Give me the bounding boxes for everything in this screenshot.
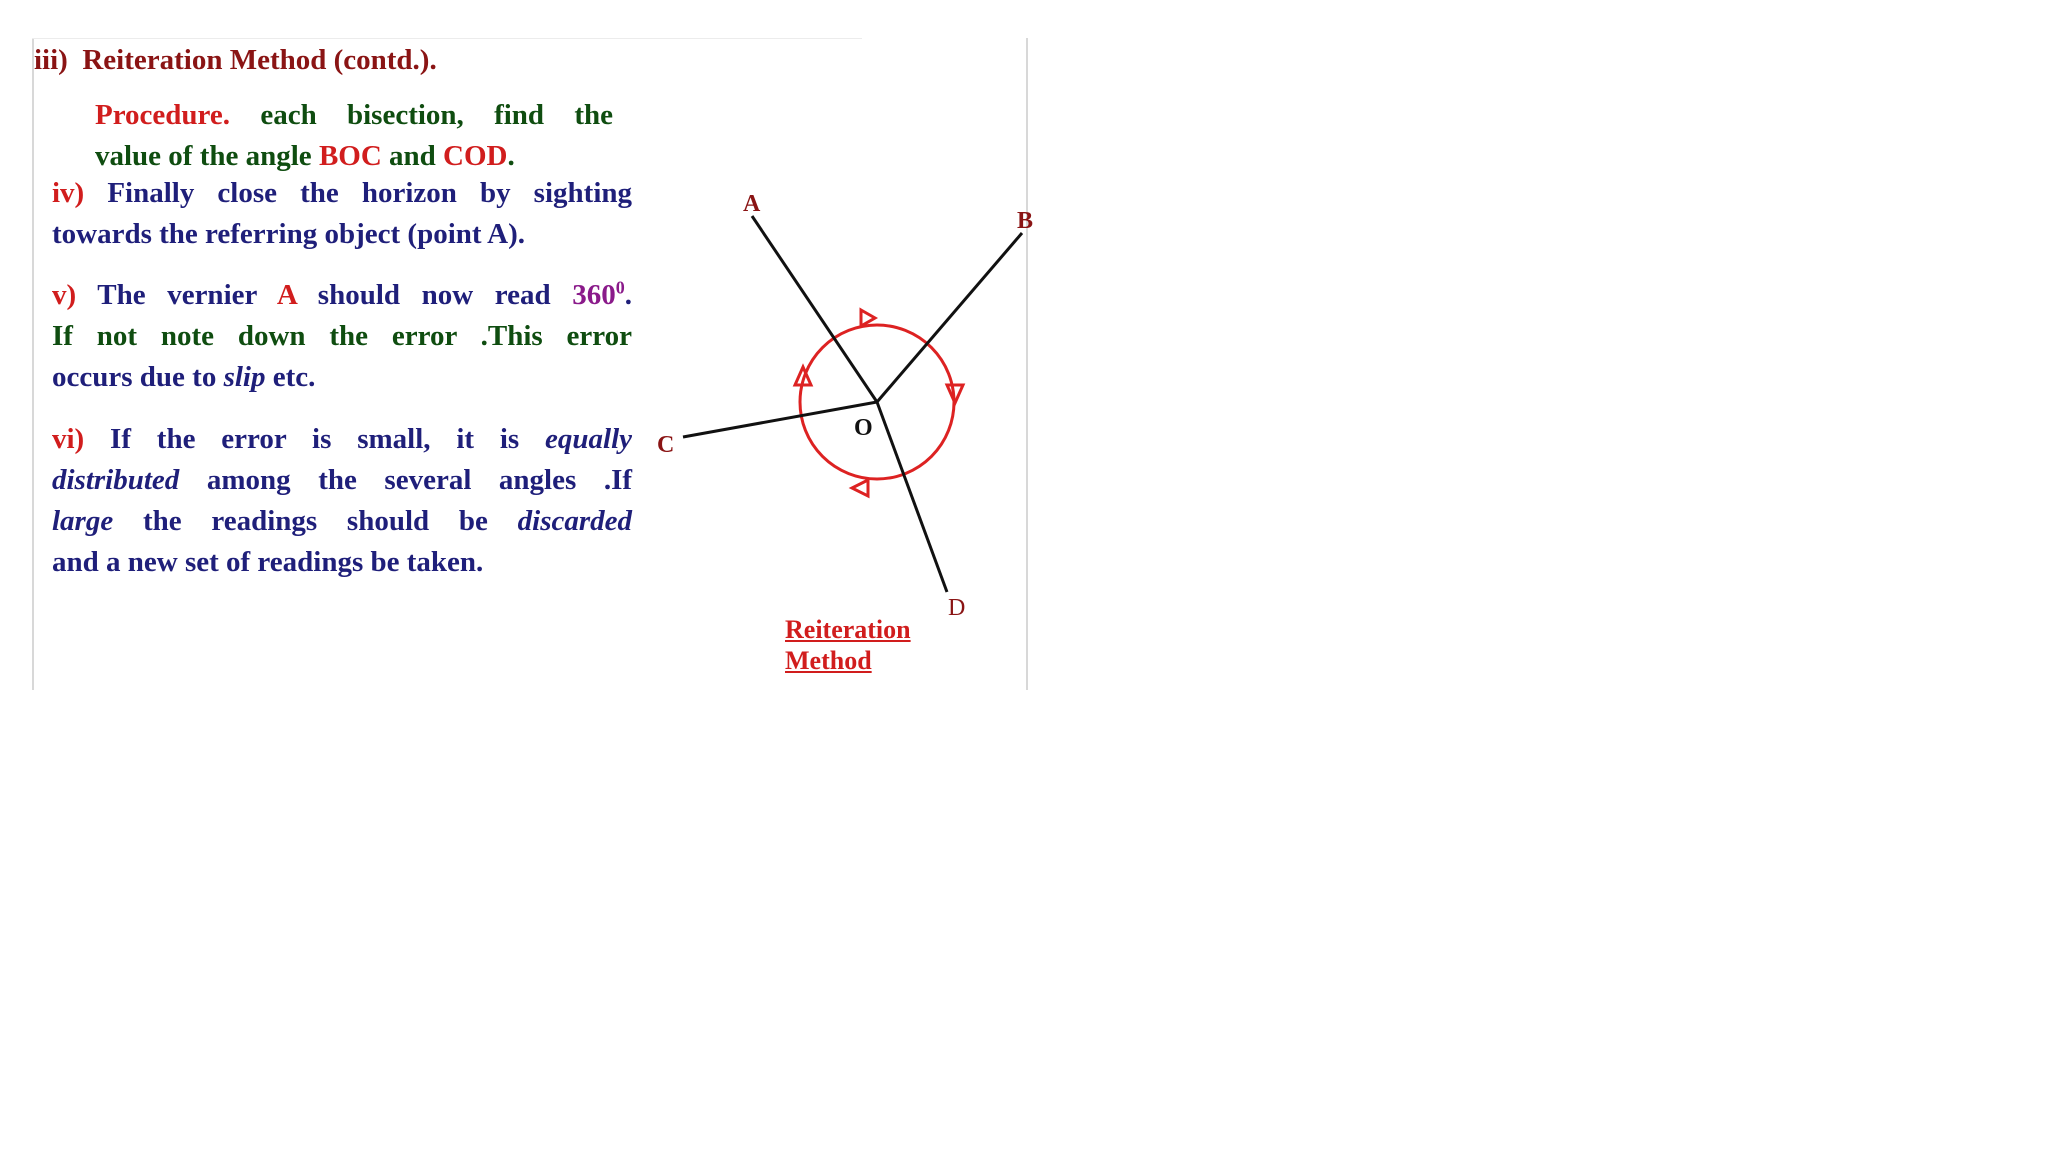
step-vi-line2-rest: among the several angles .If	[206, 464, 633, 496]
step-v-number: v)	[52, 279, 77, 311]
label-c: C	[657, 432, 675, 458]
step-iv-line1-text: Finally close the horizon by sighting	[107, 177, 632, 209]
step-v-text-b: should now read	[317, 279, 551, 311]
reading-degree: 0	[615, 277, 625, 298]
heading-title: Reiteration Method (contd.).	[82, 44, 437, 76]
equally-word: equally	[545, 423, 633, 455]
slide-top-border	[32, 38, 862, 39]
step-vi-line-3	[52, 501, 632, 542]
slip-word: slip	[223, 361, 266, 393]
step-iv-line-1	[52, 173, 632, 214]
step-v-line-2: If not note down the error .This error	[52, 320, 632, 352]
procedure-line-1	[95, 95, 613, 136]
vernier-a: A	[276, 279, 297, 311]
step-vi-line-1	[52, 419, 632, 460]
reading-value	[572, 279, 625, 311]
heading-number: iii)	[34, 44, 68, 76]
caption-line-1: Reiteration	[785, 615, 911, 644]
step-iv-number: iv)	[52, 177, 85, 209]
label-o: O	[854, 415, 873, 441]
label-b: B	[1017, 208, 1034, 234]
step-v-period: .	[624, 279, 632, 311]
ray-od	[877, 402, 947, 592]
distributed-word: distributed	[52, 464, 180, 496]
large-word: large	[52, 505, 114, 537]
and-word: and	[389, 140, 436, 172]
label-d: D	[948, 595, 966, 621]
step-v-line3-b: etc.	[272, 361, 316, 393]
arrow-bottom	[852, 480, 868, 496]
label-a: A	[743, 191, 761, 217]
step-v-line-1	[52, 275, 632, 316]
angle-cod: COD	[443, 140, 508, 172]
reading-number: 360	[572, 279, 616, 311]
slide-heading	[34, 40, 437, 81]
step-vi-line-4: and a new set of readings be taken.	[52, 546, 484, 578]
step-v-line-3	[52, 357, 315, 398]
discarded-word: discarded	[517, 505, 633, 537]
procedure-line1-rest: each bisection, find the	[260, 99, 614, 131]
procedure-line-2	[95, 136, 515, 177]
step-vi-line3-mid: the readings should be	[142, 505, 488, 537]
angle-boc: BOC	[318, 140, 382, 172]
step-iv-line-2: towards the referring object (point A).	[52, 218, 526, 250]
procedure-period: .	[507, 140, 515, 172]
procedure-label: Procedure.	[95, 99, 231, 131]
ray-oa	[752, 216, 877, 402]
step-vi-line1-a: If the error is small, it is	[110, 423, 520, 455]
caption-line-2: Method	[785, 646, 872, 675]
step-vi-line-2	[52, 460, 632, 501]
arrow-top	[861, 310, 875, 326]
step-v-text-a: The vernier	[97, 279, 257, 311]
diagram-caption	[785, 614, 911, 676]
procedure-line2-start: value of the angle	[95, 140, 312, 172]
ray-oc	[683, 402, 877, 437]
step-v-line3-a: occurs due to	[52, 361, 217, 393]
step-vi-number: vi)	[52, 423, 85, 455]
